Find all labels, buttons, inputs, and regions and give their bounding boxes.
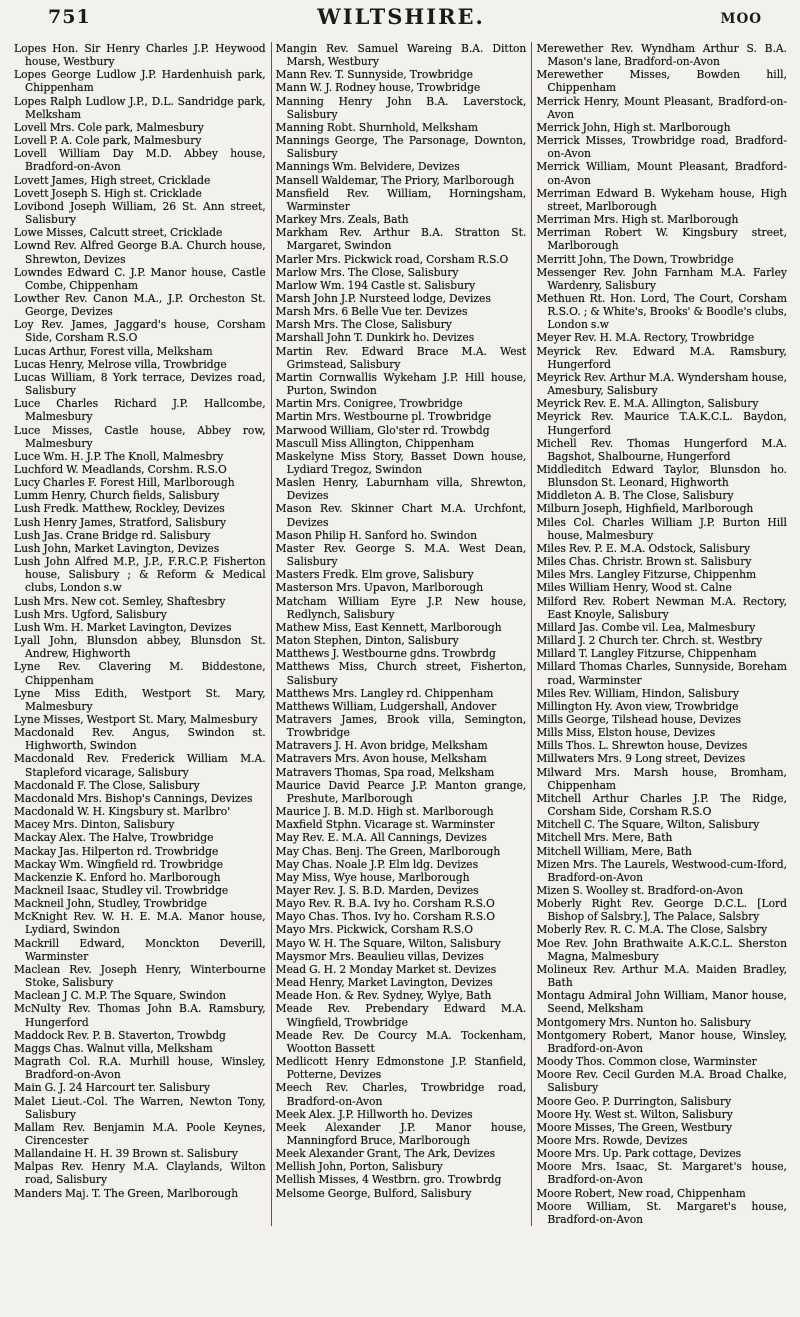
directory-entry: Mascull Miss Allington, Chippenham [275,436,474,450]
directory-entry: Moberly Rev. R. C. M.A. The Close, Salsbry [536,923,768,937]
directory-column-1 [10,42,271,1226]
directory-entry: Marsh Mrs. The Close, Salisbury [275,318,452,332]
directory-entry: Maggs Chas. Walnut villa, Melksham [14,1041,213,1055]
directory-entry: Martin Mrs. Westbourne pl. Trowbridge [275,410,492,424]
directory-entry: Milford Rev. Robert Newman M.A. Rectory, East Knoyle, Salisbury [536,594,787,621]
directory-entry: Moody Thos. Common close, Warminster [536,1055,757,1069]
directory-entry: Meade Hon. & Rev. Sydney, Wylye, Bath [275,989,492,1003]
directory-entry: Maton Stephen, Dinton, Salisbury [275,634,459,648]
directory-entry: Marlow Wm. 194 Castle st. Salisbury [275,278,476,292]
directory-entry: Manning Henry John B.A. Laverstock, Salisbury [275,94,527,121]
directory-entry: Montgomery Robert, Manor house, Winsley, Bradford-on-Avon [536,1028,787,1055]
directory-entry: Loy Rev. James, Jaggard's house, Corsham Side, Corsham R.S.O [14,318,266,345]
directory-entry: Matravers Thomas, Spa road, Melksham [275,765,495,779]
directory-entry: Maclean J C. M.P. The Square, Swindon [14,989,227,1003]
directory-entry: Mallandaine H. H. 39 Brown st. Salisbury [14,1147,238,1161]
directory-entry: Mellish Misses, 4 Westbrn. gro. Trowbrdg [275,1173,502,1187]
directory-entry: Mann Rev. T. Sunnyside, Trowbridge [275,68,473,82]
directory-columns [10,42,792,1226]
directory-entry: Montgomery Mrs. Nunton ho. Salisbury [536,1015,751,1029]
directory-entry: Merewether Misses, Bowden hill, Chippenham [536,68,787,95]
directory-entry: Merriman Robert W. Kingsbury street, Marlborough [536,226,787,253]
directory-entry: Lucas William, 8 York terrace, Devizes road, Salisbury [14,370,266,398]
directory-entry: Meech Rev. Charles, Trowbridge road, Bradford-on-Avon [275,1081,527,1108]
directory-entry: Mathew Miss, East Kennett, Marlborough [275,620,502,634]
directory-entry: May Rev. E. M.A. All Cannings, Devizes [275,831,487,845]
directory-entry: Merritt John, The Down, Trowbridge [536,252,734,266]
directory-entry: Manders Maj. T. The Green, Marlborough [14,1186,239,1200]
directory-entry: Lucy Charles F. Forest Hill, Marlborough [14,476,235,490]
directory-entry: Mackay Wm. Wingfield rd. Trowbridge [14,857,223,871]
directory-entry: May Miss, Wye house, Marlborough [275,870,470,884]
directory-entry: Lowndes Edward C. J.P. Manor house, Castle Combe, Chippenham [14,265,266,292]
directory-entry: Lovett Joseph S. High st. Cricklade [14,186,202,200]
directory-entry: Miles Rev. William, Hindon, Salisbury [536,686,739,700]
directory-entry: Macdonald Mrs. Bishop's Cannings, Devizes [14,791,253,805]
directory-entry: Lopes George Ludlow J.P. Hardenhuish park, Chippenham [14,68,266,95]
directory-entry: Marwood William, Glo'ster rd. Trowbdg [275,423,490,437]
directory-entry: McNulty Rev. Thomas John B.A. Ramsbury, Hungerford [14,1002,266,1029]
directory-entry: Lush Henry James, Stratford, Salisbury [14,515,227,529]
directory-entry: Lovell William Day M.D. Abbey house, Bradford-on-Avon [14,147,266,174]
directory-entry: Mitchell William, Mere, Bath [536,844,692,858]
directory-entry: Moore Geo. P. Durrington, Salisbury [536,1094,732,1108]
directory-entry: Matthews William, Ludgershall, Andover [275,699,497,713]
directory-entry: Meyrick Rev. E. M.A. Allington, Salisbury [536,397,759,411]
directory-entry: Marlow Mrs. The Close, Salisbury [275,265,459,279]
directory-entry: Methuen Rt. Hon. Lord, The Court, Corsham R.S.O. ; & White's, Brooks' & Boodle's clubs, London s.w [536,291,787,332]
directory-entry: Maysmor Mrs. Beaulieu villas, Devizes [275,949,484,963]
directory-entry: Millard T. Langley Fitzurse, Chippenham [536,647,757,661]
directory-entry: Mayer Rev. J. S. B.D. Marden, Devizes [275,884,479,897]
directory-entry: Lyne Miss Edith, Westport St. Mary, Malmesbury [14,686,266,713]
directory-entry: Lumm Henry, Church fields, Salisbury [14,489,220,503]
directory-entry: Meyrick Rev. Maurice T.A.K.C.L. Baydon, Hungerford [536,410,787,437]
directory-entry: Lush Wm. H. Market Lavington, Devizes [14,620,232,634]
directory-entry: Lush John Alfred M.P., J.P., F.R.C.P. Fisherton house, Salisbury ; & Reform & Medical clubs, London s.w [14,555,266,595]
directory-entry: Mead Henry, Market Lavington, Devizes [275,976,493,990]
directory-entry: Moore Hy. West st. Wilton, Salisbury [536,1107,733,1121]
directory-entry: Marler Mrs. Pickwick road, Corsham R.S.O [275,252,509,266]
directory-entry: Meade Rev. De Courcy M.A. Tockenham, Wootton Bassett [275,1028,527,1055]
directory-entry: Moore Misses, The Green, Westbury [536,1120,733,1134]
directory-entry: Merrick William, Mount Pleasant, Bradford-on-Avon [536,160,787,187]
directory-entry: Milburn Joseph, Highfield, Marlborough [536,502,754,516]
directory-entry: Medlicott Henry Edmonstone J.P. Stanfield, Potterne, Devizes [275,1055,527,1082]
directory-entry: Macdonald Rev. Angus, Swindon st. Highworth, Swindon [14,726,266,753]
directory-entry: Millard Jas. Combe vil. Lea, Malmesbury [536,620,756,634]
directory-entry: Millard J. 2 Church ter. Chrch. st. Westbry [536,634,763,648]
directory-entry: Lovell Mrs. Cole park, Malmesbury [14,120,204,134]
directory-entry: Montagu Admiral John William, Manor house, Seend, Melksham [536,989,787,1016]
directory-entry: Lyne Misses, Westport St. Mary, Malmesbury [14,712,258,726]
directory-entry: Milward Mrs. Marsh house, Bromham, Chippenham [536,765,787,792]
directory-entry: Maddock Rev. P. B. Staverton, Trowbdg [14,1028,226,1042]
directory-entry: Lucas Henry, Melrose villa, Trowbridge [14,357,227,371]
directory-entry: Messenger Rev. John Farnham M.A. Farley Wardenry, Salisbury [536,265,787,292]
directory-entry: Millington Hy. Avon view, Trowbridge [536,699,739,713]
directory-entry: Moe Rev. John Brathwaite A.K.C.L. Sherston Magna, Malmesbury [536,936,787,963]
directory-entry: Mallam Rev. Benjamin M.A. Poole Keynes, Cirencester [14,1120,266,1147]
directory-entry: Mitchell Mrs. Mere, Bath [536,831,673,845]
directory-entry: Lowe Misses, Calcutt street, Cricklade [14,226,223,240]
directory-entry: Merrick Misses, Trowbridge road, Bradford-on-Avon [536,134,787,161]
directory-entry: Mackay Jas. Hilperton rd. Trowbridge [14,844,219,858]
directory-entry: Mackneil Isaac, Studley vil. Trowbridge [14,884,229,897]
directory-entry: Masterson Mrs. Upavon, Marlborough [275,581,484,595]
directory-entry: Manning Robt. Shurnhold, Melksham [275,120,478,134]
directory-entry: Maurice J. B. M.D. High st. Marlborough [275,805,494,819]
directory-entry: Mackneil John, Studley, Trowbridge [14,897,207,911]
directory-entry: Mitchell C. The Square, Wilton, Salisbury [536,818,760,832]
directory-entry: Lovett James, High street, Cricklade [14,173,211,187]
directory-entry: Meyer Rev. H. M.A. Rectory, Trowbridge [536,331,755,345]
directory-entry: Luce Wm. H. J.P. The Knoll, Malmesbry [14,449,224,463]
directory-entry: Marshall John T. Dunkirk ho. Devizes [275,331,475,345]
directory-entry: Mannings Wm. Belvidere, Devizes [275,160,460,174]
directory-entry: May Chas. Noale J.P. Elm ldg. Devizes [275,857,479,871]
directory-entry: Miles Rev. P. E. M.A. Odstock, Salisbury [536,541,751,555]
directory-entry: Matthews J. Westbourne gdns. Trowbrdg [275,647,496,661]
directory-entry: Moore Mrs. Up. Park cottage, Devizes [536,1147,742,1161]
directory-entry: Miles Chas. Christr. Brown st. Salisbury [536,555,752,569]
directory-entry: Meek Alexander Grant, The Ark, Devizes [275,1147,496,1161]
directory-entry: Mitchell Arthur Charles J.P. The Ridge, Corsham Side, Corsham R.S.O [536,791,787,819]
directory-entry: Luce Charles Richard J.P. Hallcombe, Malmesbury [14,397,266,424]
corner-reference: MOO [720,11,762,27]
page-header [10,4,792,38]
directory-entry: Millard Thomas Charles, Sunnyside, Boreham road, Warminster [536,660,787,687]
directory-entry: Martin Cornwallis Wykeham J.P. Hill house, Purton, Swindon [275,370,527,398]
directory-entry: Matravers Mrs. Avon house, Melksham [275,752,487,766]
directory-entry: Master Rev. George S. M.A. West Dean, Salisbury [275,541,527,569]
directory-entry: Moberly Right Rev. George D.C.L. [Lord Bishop of Salsbry.], The Palace, Salsbry [536,897,787,924]
directory-entry: Mann W. J. Rodney house, Trowbridge [275,81,481,95]
directory-entry: Mizen S. Woolley st. Bradford-on-Avon [536,884,744,897]
directory-entry: Lush Mrs. New cot. Semley, Shaftesbry [14,594,226,608]
directory-entry: Mayo Mrs. Pickwick, Corsham R.S.O [275,923,474,937]
directory-entry: Merrick John, High st. Marlborough [536,120,731,134]
directory-entry: Mills Miss, Elston house, Devizes [536,726,716,740]
directory-entry: Markham Rev. Arthur B.A. Stratton St. Margaret, Swindon [275,226,527,253]
directory-entry: Millwaters Mrs. 9 Long street, Devizes [536,752,746,766]
directory-entry: Matravers J. H. Avon bridge, Melksham [275,739,488,753]
directory-entry: Meek Alexander J.P. Manor house, Manningford Bruce, Marlborough [275,1120,527,1147]
directory-entry: Michell Rev. Thomas Hungerford M.A. Bagshot, Shalbourne, Hungerford [536,436,787,463]
directory-entry: Merrick Henry, Mount Pleasant, Bradford-on-Avon [536,94,787,121]
directory-entry: Matthews Miss, Church street, Fisherton, Salisbury [275,660,527,687]
directory-entry: Mayo Rev. R. B.A. Ivy ho. Corsham R.S.O [275,897,495,911]
directory-entry: Luchford W. Meadlands, Corshm. R.S.O [14,463,227,476]
directory-entry: Marsh John J.P. Nursteed lodge, Devizes [275,291,491,305]
directory-entry: Moore Mrs. Isaac, St. Margaret's house, Bradford-on-Avon [536,1160,787,1187]
directory-entry: Lovell P. A. Cole park, Malmesbury [14,134,202,148]
directory-entry: Lownd Rev. Alfred George B.A. Church house, Shrewton, Devizes [14,239,266,266]
directory-entry: Matcham William Eyre J.P. New house, Redlynch, Salisbury [275,594,527,621]
directory-entry: Macdonald W. H. Kingsbury st. Marlbro' [14,805,231,819]
directory-entry: Matthews Mrs. Langley rd. Chippenham [275,686,494,700]
directory-entry: Miles Mrs. Langley Fitzurse, Chippenhm [536,568,757,582]
directory-entry: Mills George, Tilshead house, Devizes [536,712,742,726]
directory-entry: Merewether Rev. Wyndham Arthur S. B.A. Mason's lane, Bradford-on-Avon [536,42,787,69]
directory-entry: Mayo Chas. Thos. Ivy ho. Corsham R.S.O [275,910,496,924]
directory-entry: Meek Alex. J.P. Hillworth ho. Devizes [275,1107,473,1121]
directory-entry: Mellish John, Porton, Salisbury [275,1160,443,1174]
directory-entry: Mansell Waldemar, The Priory, Marlborough [275,173,515,187]
page-title: WILTSHIRE. [317,4,485,29]
directory-entry: Malpas Rev. Henry M.A. Claylands, Wilton road, Salisbury [14,1160,266,1187]
directory-entry: Moore Robert, New road, Chippenham [536,1186,746,1200]
directory-entry: Magrath Col. R.A. Murhill house, Winsley, Bradford-on-Avon [14,1055,266,1082]
directory-entry: Lush Mrs. Ugford, Salisbury [14,607,167,621]
directory-entry: Mansfield Rev. William, Horningsham, Warminster [275,186,527,213]
directory-entry: Maclean Rev. Joseph Henry, Winterbourne Stoke, Salisbury [14,962,266,990]
directory-entry: Maurice David Pearce J.P. Manton grange, Preshute, Marlborough [275,778,527,805]
directory-entry: Miles Col. Charles William J.P. Burton Hill house, Malmesbury [536,515,787,542]
directory-entry: Mangin Rev. Samuel Wareing B.A. Ditton Marsh, Westbury [275,42,527,69]
directory-entry: Moore Mrs. Rowde, Devizes [536,1133,688,1147]
directory-entry: Lowther Rev. Canon M.A., J.P. Orcheston St. George, Devizes [14,291,266,319]
directory-entry: Lopes Hon. Sir Henry Charles J.P. Heywood house, Westbury [14,42,266,69]
directory-entry: Lush John, Market Lavington, Devizes [14,541,220,555]
directory-entry: Main G. J. 24 Harcourt ter. Salisbury [14,1081,210,1095]
directory-entry: Mizen Mrs. The Laurels, Westwood-cum-Iford, Bradford-on-Avon [536,857,787,884]
directory-entry: Meade Rev. Prebendary Edward M.A. Wingfield, Trowbridge [275,1002,527,1029]
directory-entry: Meyrick Rev. Arthur M.A. Wyndersham house, Amesbury, Salisbury [536,370,787,398]
directory-entry: Moore William, St. Margaret's house, Bradford-on-Avon [536,1199,787,1226]
directory-entry: Middleditch Edward Taylor, Blunsdon ho. Blunsdon St. Leonard, Highworth [536,463,787,490]
directory-entry: Macdonald Rev. Frederick William M.A. Stapleford vicarage, Salisbury [14,752,266,779]
directory-entry: Mead G. H. 2 Monday Market st. Devizes [275,962,497,976]
directory-entry: Mason Philip H. Sanford ho. Swindon [275,528,478,542]
directory-entry: Lucas Arthur, Forest villa, Melksham [14,344,213,358]
directory-entry: Martin Mrs. Conigree, Trowbridge [275,397,463,411]
directory-entry: Maskelyne Miss Story, Basset Down house, Lydiard Tregoz, Swindon [275,449,527,476]
directory-entry: Martin Rev. Edward Brace M.A. West Grimstead, Salisbury [275,344,527,371]
directory-entry: Maxfield Stphn. Vicarage st. Warminster [275,818,495,832]
directory-entry: May Chas. Benj. The Green, Marlborough [275,844,501,858]
directory-entry: McKnight Rev. W. H. E. M.A. Manor house, Lydiard, Swindon [14,910,266,937]
directory-entry: Malet Lieut.-Col. The Warren, Newton Tony, Salisbury [14,1094,266,1121]
directory-entry: Moore Rev. Cecil Gurden M.A. Broad Chalke, Salisbury [536,1068,787,1095]
directory-entry: Miles William Henry, Wood st. Calne [536,581,732,595]
directory-entry: Mayo W. H. The Square, Wilton, Salisbury [275,936,501,950]
directory-entry: Masters Fredk. Elm grove, Salisbury [275,568,474,582]
directory-entry: Mannings George, The Parsonage, Downton, Salisbury [275,134,527,161]
directory-entry: Mackay Alex. The Halve, Trowbridge [14,831,214,845]
directory-entry: Lopes Ralph Ludlow J.P., D.L. Sandridge park, Melksham [14,94,266,121]
directory-entry: Lovibond Joseph William, 26 St. Ann street, Salisbury [14,199,266,227]
directory-entry: Merriman Edward B. Wykeham house, High street, Marlborough [536,186,787,213]
directory-entry: Mackrill Edward, Monckton Deverill, Warminster [14,936,266,963]
directory-entry: Melsome George, Bulford, Salisbury [275,1186,472,1200]
directory-entry: Mackenzie K. Enford ho. Marlborough [14,870,221,884]
directory-entry: Lush Fredk. Matthew, Rockley, Devizes [14,502,225,516]
directory-entry: Mason Rev. Skinner Chart M.A. Urchfont, Devizes [275,502,527,529]
directory-entry: Lyne Rev. Clavering M. Biddestone, Chippenham [14,660,266,687]
directory-entry: Meyrick Rev. Edward M.A. Ramsbury, Hungerford [536,344,787,371]
directory-column-2 [271,42,532,1226]
directory-entry: Maslen Henry, Laburnham villa, Shrewton, Devizes [275,476,527,503]
directory-entry: Macdonald F. The Close, Salisbury [14,778,200,792]
directory-entry: Lyall John, Blunsdon abbey, Blunsdon St. Andrew, Highworth [14,634,266,661]
directory-entry: Matravers James, Brook villa, Semington, Trowbridge [275,712,527,740]
directory-entry: Luce Misses, Castle house, Abbey row, Malmesbury [14,423,266,450]
directory-entry: Marsh Mrs. 6 Belle Vue ter. Devizes [275,305,468,319]
directory-entry: Macey Mrs. Dinton, Salisbury [14,818,175,832]
directory-entry: Merriman Mrs. High st. Marlborough [536,213,739,227]
directory-entry: Mills Thos. L. Shrewton house, Devizes [536,739,748,753]
directory-entry: Middleton A. B. The Close, Salisbury [536,489,734,503]
directory-entry: Markey Mrs. Zeals, Bath [275,213,409,227]
directory-column-3 [531,42,792,1226]
page-number: 751 [48,6,91,28]
directory-entry: Lush Jas. Crane Bridge rd. Salisbury [14,528,211,542]
directory-entry: Molineux Rev. Arthur M.A. Maiden Bradley, Bath [536,962,787,990]
